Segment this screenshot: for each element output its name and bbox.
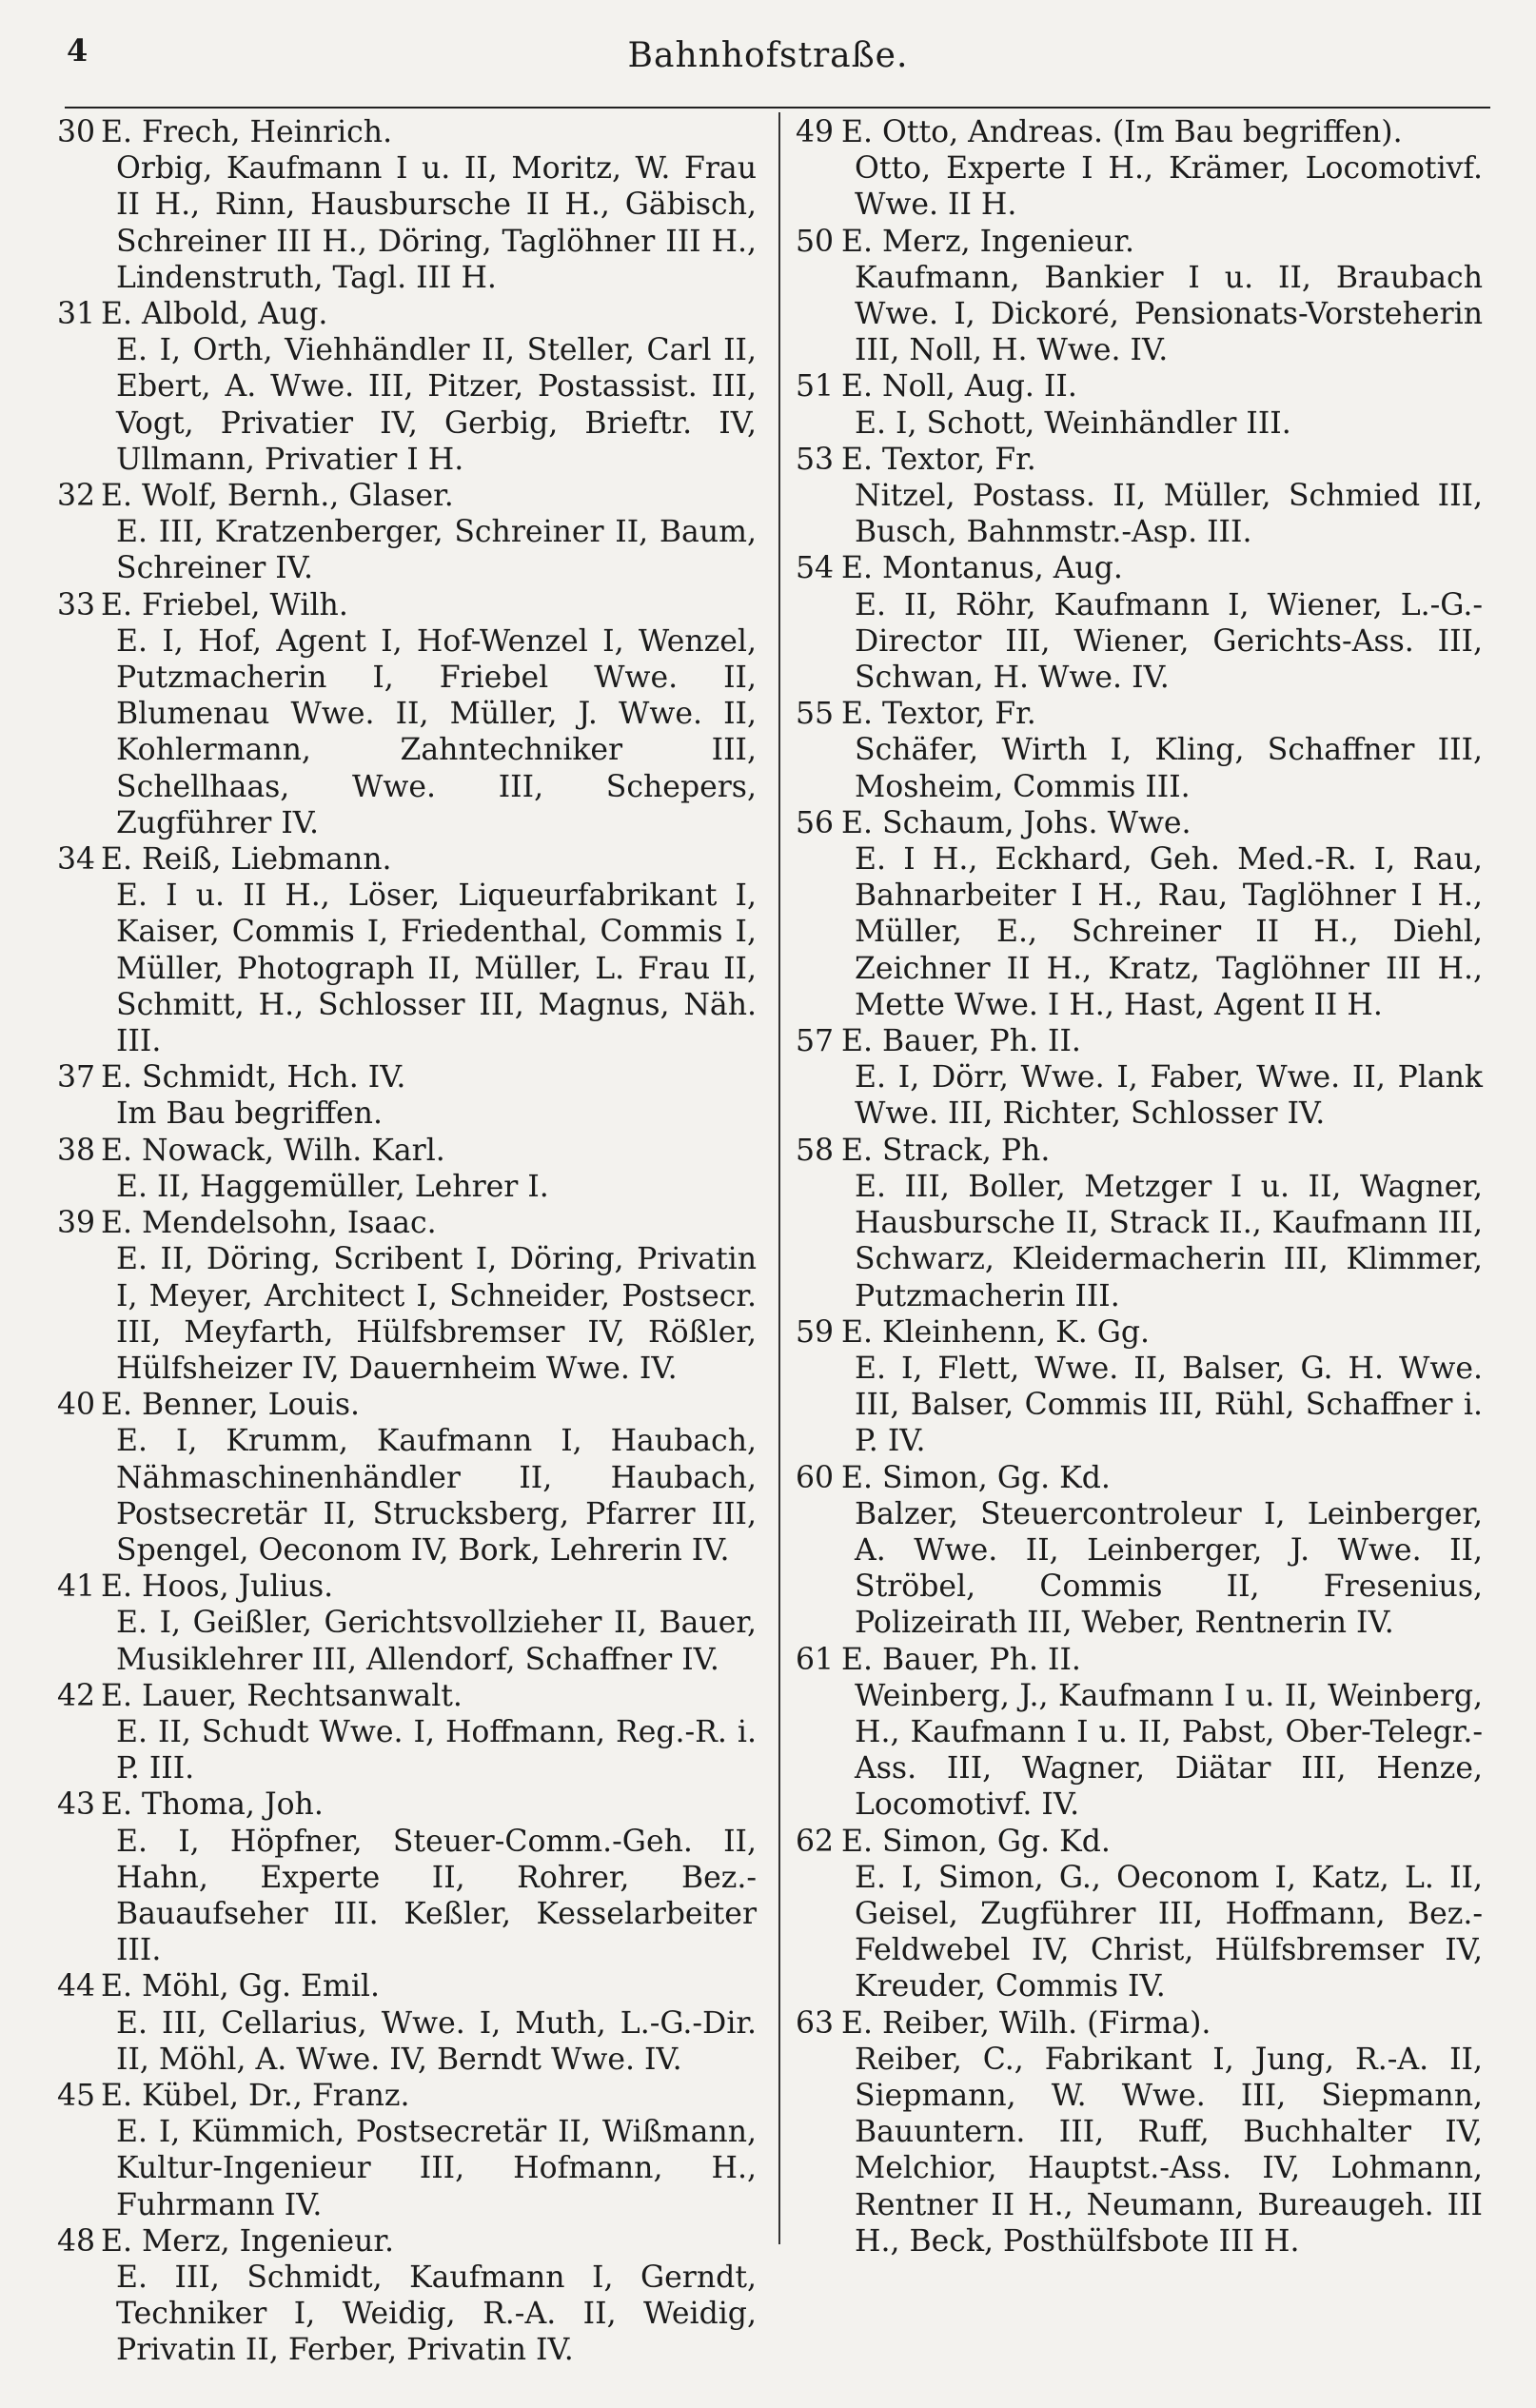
address-entry xyxy=(796,1314,1483,1460)
address-entry xyxy=(57,841,757,1059)
header-rule xyxy=(65,107,1490,109)
address-entry xyxy=(796,114,1483,224)
tenant-list: E. I u. II H., Löser, Liqueurfabrikant I, Kaiser, Commis I, Friedenthal, Commis I, Müller, Photograph II, Müller, L. Frau II, Schmitt, H., Schlosser III, Magnus, Näh. III. xyxy=(116,878,757,1059)
house-number: 38 xyxy=(57,1133,96,1168)
address-entry xyxy=(57,1968,757,2078)
address-entry xyxy=(796,696,1483,805)
tenant-list: E. I, Höpfner, Steuer-Comm.-Geh. II, Hahn, Experte II, Rohrer, Bez.-Bauaufseher III. Keßler, Kesselarbeiter III. xyxy=(116,1824,757,1968)
house-number: 33 xyxy=(57,587,96,622)
house-number: 59 xyxy=(796,1314,835,1350)
owner-name: E. Kübel, Dr., Franz. xyxy=(101,2078,410,2113)
owner-name: E. Reiß, Liebmann. xyxy=(101,842,392,878)
tenant-list: E. III, Boller, Metzger I u. II, Wagner, Hausbursche II, Strack II., Kaufmann III, Schwarz, Kleidermacherin III, Klimmer, Putzmacherin III. xyxy=(855,1169,1483,1313)
right-column xyxy=(796,114,1483,2260)
owner-name: E. Frech, Heinrich. xyxy=(101,115,393,149)
address-entry xyxy=(57,1569,757,1678)
house-number: 54 xyxy=(796,551,835,586)
owner-name: E. Thoma, Joh. xyxy=(101,1787,324,1823)
tenant-list: Kaufmann, Bankier I u. II, Braubach Wwe. I, Dickoré, Pensionats-Vorsteherin III, Noll, H. Wwe. IV. xyxy=(855,260,1483,368)
tenant-list: E. I H., Eckhard, Geh. Med.-R. I, Rau, Bahnarbeiter I H., Rau, Taglöhner I H., Müller, E., Schreiner II H., Diehl, Zeichner II H., Kratz, Taglöhner III H., Mette Wwe. I H., Hast, Agent II H. xyxy=(855,842,1483,1022)
address-entry xyxy=(796,805,1483,1023)
tenant-list: E. II, Röhr, Kaufmann I, Wiener, L.-G.-Director III, Wiener, Gerichts-Ass. III, Schwan, H. Wwe. IV. xyxy=(855,587,1483,696)
house-number: 51 xyxy=(796,369,835,405)
tenant-list: Schäfer, Wirth I, Kling, Schaffner III, Mosheim, Commis III. xyxy=(855,733,1483,804)
tenant-list: Im Bau begriffen. xyxy=(116,1096,383,1132)
tenant-list: Otto, Experte I H., Krämer, Locomotivf. Wwe. II H. xyxy=(855,151,1483,223)
tenant-list: E. I, Simon, G., Oeconom I, Katz, L. II, Geisel, Zugführer III, Hoffmann, Bez.-Feldwebel IV, Christ, Hülfsbremser IV, Kreuder, Commis IV. xyxy=(855,1860,1483,2004)
house-number: 57 xyxy=(796,1024,835,1059)
address-entry xyxy=(57,478,757,587)
address-entry xyxy=(796,1023,1483,1133)
house-number: 62 xyxy=(796,1824,835,1859)
tenant-list: E. III, Schmidt, Kaufmann I, Gerndt, Techniker I, Weidig, R.-A. II, Weidig, Privatin II, Ferber, Privatin IV. xyxy=(116,2260,757,2368)
address-entry xyxy=(796,550,1483,696)
owner-name: E. Schaum, Johs. Wwe. xyxy=(841,805,1191,840)
tenant-list: E. I, Geißler, Gerichtsvollzieher II, Bauer, Musiklehrer III, Allendorf, Schaffner IV. xyxy=(116,1606,757,1677)
address-entry xyxy=(57,1133,757,1205)
owner-name: E. Strack, Ph. xyxy=(841,1133,1051,1168)
tenant-list: E. II, Schudt Wwe. I, Hoffmann, Reg.-R. i. P. III. xyxy=(116,1714,757,1786)
house-number: 43 xyxy=(57,1787,96,1823)
page-number: 4 xyxy=(67,32,89,69)
owner-name: E. Otto, Andreas. (Im Bau begriffen). xyxy=(841,115,1403,149)
house-number: 60 xyxy=(796,1460,835,1495)
address-entry xyxy=(796,1133,1483,1314)
house-number: 61 xyxy=(796,1642,835,1677)
tenant-list: E. I, Krumm, Kaufmann I, Haubach, Nähmaschinenhändler II, Haubach, Postsecretär II, Strucksberg, Pfarrer III, Spengel, Oeconom IV, Bork, Lehrerin IV. xyxy=(116,1424,757,1568)
house-number: 63 xyxy=(796,2005,835,2041)
house-number: 37 xyxy=(57,1060,96,1095)
house-number: 45 xyxy=(57,2078,96,2113)
tenant-list: E. I, Hof, Agent I, Hof-Wenzel I, Wenzel, Putzmacherin I, Friebel Wwe. II, Blumenau Wwe. II, Müller, J. Wwe. II, Kohlermann, Zahntechniker III, Schellhaas, Wwe. III, Schepers, Zugführer IV. xyxy=(116,623,757,840)
owner-name: E. Montanus, Aug. xyxy=(841,551,1123,586)
tenant-list: E. I, Kümmich, Postsecretär II, Wißmann, Kultur-Ingenieur III, Hofmann, H., Fuhrmann IV. xyxy=(116,2115,757,2222)
owner-name: E. Noll, Aug. II. xyxy=(841,369,1077,405)
owner-name: E. Nowack, Wilh. Karl. xyxy=(101,1133,445,1168)
owner-name: E. Bauer, Ph. II. xyxy=(841,1642,1081,1677)
tenant-list: E. I, Flett, Wwe. II, Balser, G. H. Wwe. III, Balser, Commis III, Rühl, Schaffner i. P. IV. xyxy=(855,1351,1483,1459)
owner-name: E. Hoos, Julius. xyxy=(101,1569,334,1605)
owner-name: E. Mendelsohn, Isaac. xyxy=(101,1206,437,1241)
house-number: 41 xyxy=(57,1569,96,1605)
address-entry xyxy=(796,224,1483,369)
running-head: Bahnhofstraße. xyxy=(627,36,909,75)
address-entry xyxy=(57,2223,757,2369)
tenant-list: Nitzel, Postass. II, Müller, Schmied III, Busch, Bahnmstr.-Asp. III. xyxy=(855,479,1483,550)
house-number: 42 xyxy=(57,1678,96,1713)
owner-name: E. Schmidt, Hch. IV. xyxy=(101,1060,406,1095)
tenant-list: E. II, Döring, Scribent I, Döring, Privatin I, Meyer, Architect I, Schneider, Postsecr. III, Meyfarth, Hülfsbremser IV, Rößler, Hülfsheizer IV, Dauernheim Wwe. IV. xyxy=(116,1242,757,1386)
tenant-list: E. I, Schott, Weinhändler III. xyxy=(855,405,1291,441)
address-entry xyxy=(796,1460,1483,1642)
house-number: 40 xyxy=(57,1388,96,1423)
address-entry xyxy=(57,1786,757,1968)
owner-name: E. Merz, Ingenieur. xyxy=(841,224,1135,259)
house-number: 56 xyxy=(796,805,835,840)
house-number: 58 xyxy=(796,1133,835,1168)
owner-name: E. Merz, Ingenieur. xyxy=(101,2223,395,2259)
house-number: 32 xyxy=(57,479,96,514)
address-entry xyxy=(57,296,757,478)
address-entry xyxy=(796,368,1483,441)
owner-name: E. Albold, Aug. xyxy=(101,297,328,332)
tenant-list: E. III, Cellarius, Wwe. I, Muth, L.-G.-Dir. II, Möhl, A. Wwe. IV, Berndt Wwe. IV. xyxy=(116,2005,757,2077)
owner-name: E. Textor, Fr. xyxy=(841,442,1036,477)
house-number: 49 xyxy=(796,115,835,149)
tenant-list: E. I, Orth, Viehhändler II, Steller, Carl II, Ebert, A. Wwe. III, Pitzer, Postassist. III, Vogt, Privatier IV, Gerbig, Brieftr. IV, Ullmann, Privatier I H. xyxy=(116,333,757,477)
tenant-list: Balzer, Steuercontroleur I, Leinberger, A. Wwe. II, Leinberger, J. Wwe. II, Ströbel, Commis II, Fresenius, Polizeirath III, Weber, Rentnerin IV. xyxy=(855,1496,1483,1641)
tenant-list: Reiber, C., Fabrikant I, Jung, R.-A. II, Siepmann, W. Wwe. III, Siepmann, Bauuntern. III, Ruff, Buchhalter IV, Melchior, Hauptst.-Ass. IV, Lohmann, Rentner II H., Neumann, Bureaugeh. III H., Beck, Posthülfsbote III H. xyxy=(855,2042,1483,2259)
tenant-list: E. II, Haggemüller, Lehrer I. xyxy=(116,1169,549,1204)
left-column xyxy=(57,114,757,2369)
owner-name: E. Wolf, Bernh., Glaser. xyxy=(101,479,454,514)
address-entry xyxy=(57,114,757,296)
owner-name: E. Reiber, Wilh. (Firma). xyxy=(841,2005,1211,2041)
address-entry xyxy=(57,1387,757,1569)
owner-name: E. Bauer, Ph. II. xyxy=(841,1024,1081,1059)
house-number: 34 xyxy=(57,842,96,878)
address-entry xyxy=(57,1059,757,1132)
house-number: 44 xyxy=(57,1969,96,2004)
tenant-list: Weinberg, J., Kaufmann I u. II, Weinberg, H., Kaufmann I u. II, Pabst, Ober-Telegr.-Ass. III, Wagner, Diätar III, Henze, Locomotivf. IV. xyxy=(855,1678,1483,1823)
house-number: 31 xyxy=(57,297,96,332)
address-entry xyxy=(57,2078,757,2223)
owner-name: E. Möhl, Gg. Emil. xyxy=(101,1969,381,2004)
address-entry xyxy=(796,2005,1483,2260)
address-entry xyxy=(796,1824,1483,2005)
house-number: 39 xyxy=(57,1206,96,1241)
tenant-list: E. I, Dörr, Wwe. I, Faber, Wwe. II, Plank Wwe. III, Richter, Schlosser IV. xyxy=(855,1060,1483,1132)
tenant-list: E. III, Kratzenberger, Schreiner II, Baum, Schreiner IV. xyxy=(116,515,757,586)
address-entry xyxy=(796,442,1483,551)
owner-name: E. Simon, Gg. Kd. xyxy=(841,1460,1111,1495)
house-number: 48 xyxy=(57,2223,96,2259)
address-entry xyxy=(57,1205,757,1387)
address-entry xyxy=(57,1678,757,1787)
house-number: 50 xyxy=(796,224,835,259)
address-entry xyxy=(796,1642,1483,1824)
owner-name: E. Friebel, Wilh. xyxy=(101,587,348,622)
column-divider xyxy=(778,112,780,2244)
address-entry xyxy=(57,587,757,841)
house-number: 53 xyxy=(796,442,835,477)
owner-name: E. Textor, Fr. xyxy=(841,697,1036,732)
owner-name: E. Simon, Gg. Kd. xyxy=(841,1824,1111,1859)
tenant-list: Orbig, Kaufmann I u. II, Moritz, W. Frau II H., Rinn, Hausbursche II H., Gäbisch, Schreiner III H., Döring, Taglöhner III H., Lindenstruth, Tagl. III H. xyxy=(116,151,757,295)
house-number: 30 xyxy=(57,115,96,149)
house-number: 55 xyxy=(796,697,835,732)
owner-name: E. Benner, Louis. xyxy=(101,1388,361,1423)
owner-name: E. Lauer, Rechtsanwalt. xyxy=(101,1678,463,1713)
owner-name: E. Kleinhenn, K. Gg. xyxy=(841,1314,1151,1350)
